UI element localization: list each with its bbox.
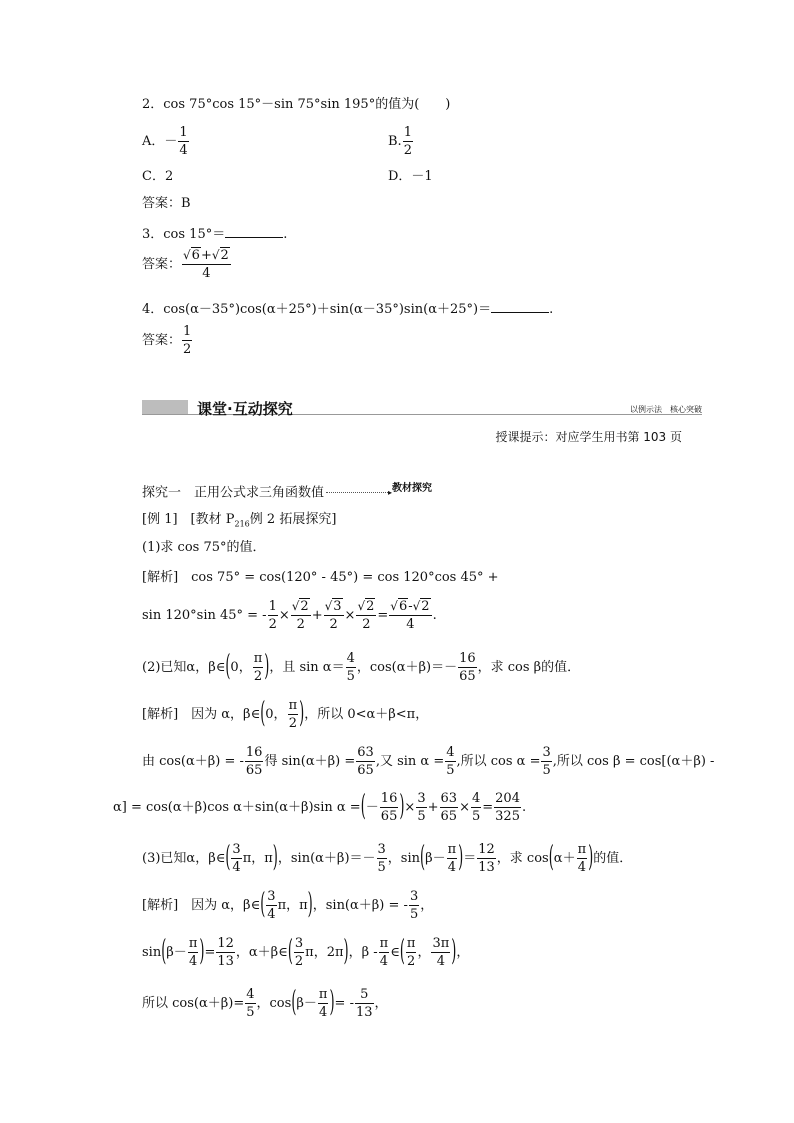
q3-stem: 3．cos 15°＝ .: [142, 227, 288, 242]
p3-question: (3)已知α，β∈( $\frac{3}{4}$ π，π)，sin(α＋β)＝－ $\frac{3}{5}$ ，sin(β－ $\frac{\pi}{4}$ )＝ $\frac{12}{13}$ ，求 cos(α＋ $\frac{\pi}{4}$ )的值．: [142, 842, 633, 875]
q2-stem: 2．cos 75°cos 15°－sin 75°sin 195°的值为( ): [142, 97, 451, 112]
section-marker: [142, 400, 188, 414]
dotted-leader: [326, 492, 388, 493]
q2-answer: 答案：B: [142, 196, 191, 211]
p1-solution-line1: [解析] cos 75° = cos(120° - 45°) = cos 120°cos 45° +: [142, 570, 499, 585]
answer-blank: [225, 225, 283, 238]
option-label: B.: [388, 134, 402, 149]
p3-solution-line2: sin(β－ $\frac{\pi}{4}$ )= $\frac{12}{13}$ ，α＋β∈( $\frac{3}{2}$ π，2π)，β - $\frac{\pi}{4}$ ∈( $\frac{\pi}{2}$ ， $\frac{3\pi}{4}$ )，: [142, 936, 470, 969]
q4-answer: 答案： $\frac{1}{2}$: [142, 324, 192, 357]
fraction: $\frac{√6+√2}{4}$: [183, 248, 229, 281]
sign: －: [164, 134, 178, 149]
q4-stem: 4．cos(α－35°)cos(α＋25°)＋sin(α－35°)sin(α＋25°)＝ .: [142, 302, 554, 317]
explore-heading: [142, 484, 432, 499]
fraction: $\frac{1}{4}$: [179, 125, 188, 158]
p2-solution-line3: α] = cos(α＋β)cos α＋sin(α＋β)sin α =(－ $\frac{16}{65}$ )× $\frac{3}{5}$ + $\frac{63}{65}$ × $\frac{4}{5}$ = $\frac{204}{325}$ .: [113, 791, 527, 824]
section-header: [142, 398, 702, 418]
example-header: [例 1] [教材 $P_{216}$例 2 拓展探究]: [142, 512, 337, 529]
q2-option-c: C．2: [142, 169, 174, 184]
q2-option-d: D．－1: [388, 169, 433, 184]
p3-solution-line3: 所以 cos(α＋β)= $\frac{4}{5}$ ，cos(β－ $\frac{\pi}{4}$ )= - $\frac{5}{13}$ ，: [142, 987, 388, 1020]
section-title: 课堂·互动探究: [197, 400, 293, 418]
p1-solution-line2: sin 120°sin 45° = - $\frac{1}{2}$ × $\frac{√2}{2}$ + $\frac{√3}{2}$ × $\frac{√2}{2}$ = $\frac{√6-√2}{4}$ .: [142, 599, 437, 632]
q3-answer: 答案： $\frac{√6+√2}{4}$: [142, 248, 229, 281]
p2-solution-line1: [解析] 因为 α，β∈(0， $\frac{\pi}{2}$ )，所以 0<α＋β<π，: [142, 698, 429, 731]
p3-solution-line1: [解析] 因为 α，β∈( $\frac{3}{4}$ π，π)，sin(α＋β) = - $\frac{3}{5}$ ，: [142, 889, 434, 922]
explore-tag: 教材探究: [392, 483, 433, 494]
p1-question: (1)求 cos 75°的值．: [142, 540, 266, 555]
p2-solution-line2: 由 cos(α＋β) = - $\frac{16}{65}$ 得 sin(α＋β) = $\frac{63}{65}$ ,又 sin α = $\frac{4}{5}$ ,所以 cos α = $\frac{3}{5}$ ,所以 cos β = cos[(α＋β) -: [142, 745, 715, 778]
lesson-hint: 授课提示：对应学生用书第 103 页: [495, 430, 682, 444]
q2-option-b: [388, 126, 414, 157]
explore-title: 探究一 正用公式求三角函数值: [142, 485, 325, 501]
fraction: $\frac{1}{2}$: [183, 324, 192, 357]
option-label: A．: [142, 134, 165, 149]
section-subtitle: 以例示法 核心突破: [630, 405, 702, 414]
q2-option-a: [142, 126, 190, 157]
fraction: $\frac{1}{2}$: [403, 125, 412, 158]
arrow-right-icon: ▸: [388, 487, 393, 497]
p2-question: (2)已知α，β∈(0， $\frac{\pi}{2}$ )，且 sin α＝ $\frac{4}{5}$ ，cos(α＋β)＝－ $\frac{16}{65}$ ，求 cos β的值．: [142, 651, 581, 684]
answer-blank: [491, 300, 549, 313]
